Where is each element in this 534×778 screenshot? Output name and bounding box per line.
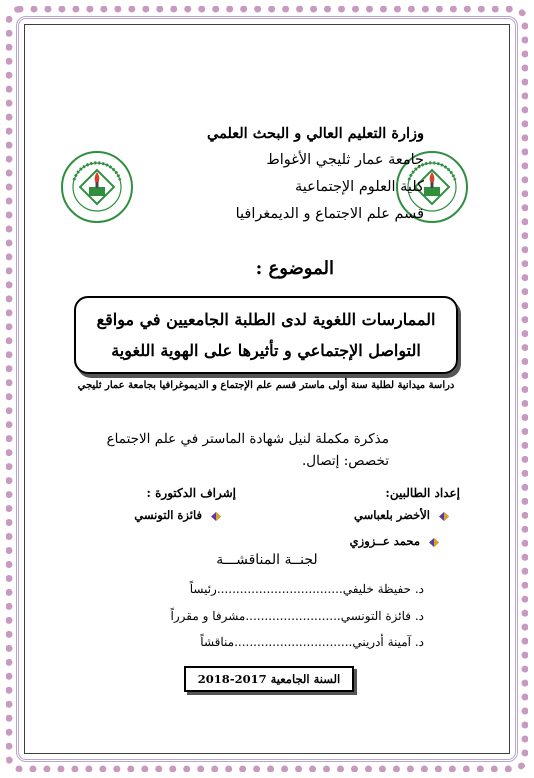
bullet-icon <box>428 537 440 548</box>
committee-member-2: د. فائزة التونسي.........................مشرفا و مقرراً <box>170 609 424 623</box>
supervisor-name: فائزة التونسي <box>134 508 202 522</box>
committee-member-1: د. حفيظة خليفي.................................رئيساً <box>189 582 424 596</box>
student-name-1-row <box>354 508 450 522</box>
memo-block <box>107 428 389 472</box>
thesis-title-box <box>74 296 458 374</box>
student-name-2-row <box>350 534 440 548</box>
bullet-icon <box>438 511 450 522</box>
supervisor-name-row <box>134 508 222 522</box>
subject-label: الموضوع : <box>255 258 334 279</box>
thesis-title-line-2: التواصل الإجتماعي و تأثيرها على الهوية اللغوية <box>111 341 421 360</box>
academic-year-box: السنة الجامعية 2017-2018 <box>184 666 354 692</box>
department-name: قسم علم الاجتماع و الديمغرافيا <box>235 206 424 222</box>
students-label: إعداد الطالبين: <box>385 486 460 500</box>
memo-line-1: مذكرة مكملة لنيل شهادة الماستر في علم الاجتماع <box>106 431 389 447</box>
thesis-title-line-1: الممارسات اللغوية لدى الطلبة الجامعيين في مواقع <box>96 310 436 329</box>
bullet-icon <box>210 511 222 522</box>
faculty-name: كلية العلوم الإجتماعية <box>294 179 424 195</box>
ministry-name: وزارة التعليم العالي و البحث العلمي <box>206 125 424 142</box>
committee-title: لجنــة المناقشـــة <box>216 552 318 568</box>
student-name-2: محمد عــزوزي <box>349 534 420 548</box>
study-note: دراسة ميدانية لطلبة سنة أولى ماستر قسم علم الإجتماع و الديموغرافيا بجامعة عمار ثليجي <box>77 380 455 391</box>
student-name-1: الأخضر بلعباسي <box>354 508 430 522</box>
university-logo-left <box>60 150 134 224</box>
header-block <box>184 120 424 228</box>
university-name: جامعة عمار ثليجي الأغواط <box>266 152 424 168</box>
committee-member-3: د. آمينة أدريني...............................مناقشاً <box>200 635 424 649</box>
memo-specialty: تخصص: إتصال. <box>302 453 389 469</box>
supervisor-label: إشراف الدكتورة : <box>146 486 236 500</box>
